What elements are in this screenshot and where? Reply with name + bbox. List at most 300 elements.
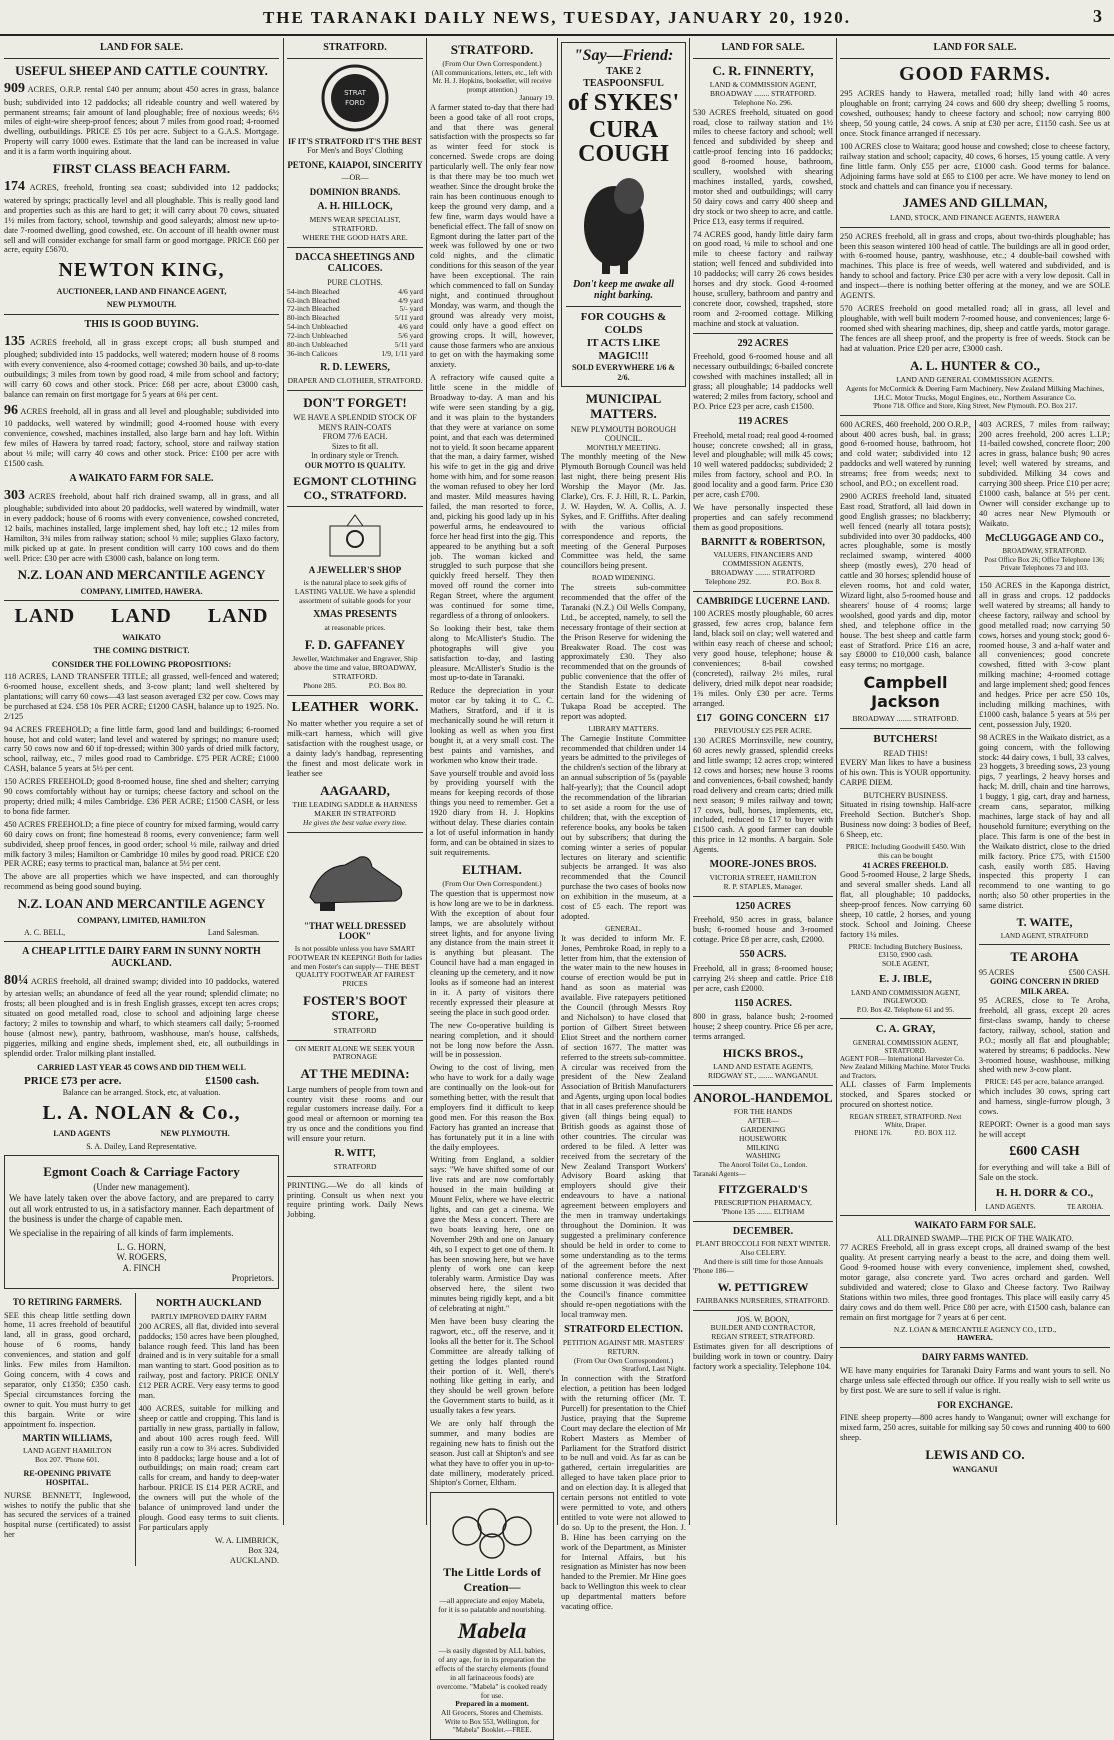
masthead bbox=[0, 0, 1114, 36]
advertiser-phone: PHONE 176. P.O. BOX 112. bbox=[854, 1129, 957, 1138]
acreage: 96 bbox=[4, 402, 18, 418]
advertiser-name: LEWIS AND CO. bbox=[925, 1446, 1025, 1462]
ad-heading: £600 CASH bbox=[1009, 1143, 1080, 1159]
ad-text: 98 ACRES in the Waikato district, as a going concern, with the following stock: 44 dairy cows, 1 bull, 33 calves, 23 hoggets, 3 breeding sows, 23 young pigs, 7 yearlings, 2 heavy horses and hack; M. drill, chain and tine harrows, 1 buggy, 1 gig, cart, dray and harness, cream cans, separator, milking machines, large stack of hay and all household furniture; everything on the place. This farm is one of the best in the Waikato district, close to the dried milk factory. Price £75, with £1500 cash, easily worth £85. Having inspected this property I can recommend to one wanting to go north; also 50 other properties in the same district. bbox=[979, 732, 1110, 911]
ad-text: 400 ACRES, suitable for milking and sheep or cattle and cropping. This land is partially in new grass, partially in fallow, and about 100 acres rough feed. Will easily run a cow to 3½ acres. Subdivided into 8 paddocks; large house and a lot of outbuildings; on main road; cream cart calls for cream, and handy to deep-water harbour. PRICE IS £14 PER ACRE, and the owners will put the whole of the balance of unimproved land under the plough. Good easy terms to suit clients. For particulars apply bbox=[138, 1404, 279, 1532]
advertiser-box: Box 324, bbox=[248, 1545, 279, 1555]
advertiser-subtitle: PRESCRIPTION PHARMACY, bbox=[714, 1197, 812, 1207]
advertiser-place: WANGANUI bbox=[952, 1465, 998, 1475]
ad-text: Agents for McCormick & Deering Farm Machinery, New Zealand Milking Machines, I.H.C. Motor Trucks, Mogul Engines, etc., Northern Assurance Co. bbox=[845, 383, 1105, 402]
ad-heading: CAMBRIDGE LUCERNE LAND. bbox=[696, 595, 830, 606]
ad-heading: BUTCHERS! bbox=[873, 732, 938, 745]
ad-subheading: BUTCHERY BUSINESS. bbox=[863, 790, 948, 800]
ad-text: 150 ACRES in the Kaponga district, all in grass and crops. 12 paddocks well watered by streams; all handy to cheese factory, railway and school by good metalled road; now carrying 50 cows, horses and young stock; good 6-roomed house, 3 and a-half water and all conveniences; good concrete cowshed, fitted with 3-cow plant milking machine; 4-roomed cottage and large implement shed; good fences and hedges. Price per acre £50 10s, including milking machines, with £1000 cash, balance 5 years at 5½ per cent, possession July, 1920. bbox=[979, 581, 1110, 729]
ad-text: Also CELERY. bbox=[740, 1248, 786, 1258]
advertiser-subtitle: AUCTIONEER, LAND AND FINANCE AGENT, bbox=[56, 286, 227, 296]
advertiser-name: F. D. GAFFANEY bbox=[304, 637, 406, 653]
ad-text: 96 ACRES freehold, all in grass and all level and ploughable; subdivided into 10 paddocks, well watered by windmill; good 4-roomed house with every convenience, cowshed, machines installed, also large barn and hay loft. Within few miles of Hawera by tarred road; factory, school, store and railway station about ½ mile; will carry 40 cows and other stock. Price: £100 per acre with £1500 cash. bbox=[4, 402, 279, 468]
ad-heading: RE-OPENING PRIVATE HOSPITAL. bbox=[23, 1468, 112, 1488]
baby-faces-icon bbox=[442, 1501, 542, 1561]
price-value: 4/6 yard bbox=[398, 286, 423, 296]
ad-text: For Men's and Boys' Clothing bbox=[307, 146, 403, 156]
advertiser-subtitle: LAND AGENTS NEW PLYMOUTH. bbox=[53, 1129, 230, 1139]
ad-text: 403 ACRES, 7 miles from railway; 200 acres freehold, 200 acres L.I.P.; 11-bailed cowshed, concrete floor; 200 acres in grass, balance bush; 90 acres level; well watered by streams, and subdivided. Milking 34 cows and carrying 300 sheep. Price £10 per acre; £1000 cash, balance at 5½ per cent. Owner will consider exchange up to 40 acres near New Plymouth or Waikato. bbox=[979, 419, 1110, 528]
ad-heading: DACCA SHEETINGS AND CALICOES. bbox=[295, 251, 415, 275]
advertiser-subtitle: GENERAL COMMISSION AGENT, STRATFORD. bbox=[852, 1038, 959, 1055]
advertiser-name: HICKS BROS., bbox=[722, 1046, 804, 1061]
advertiser-phone: 'Phone 135 ........ ELTHAM bbox=[721, 1206, 805, 1216]
ad-text: Freehold, 950 acres in grass, balance bush; 6-roomed house and 3-roomed cottage. Price £8 per acre, cash, £2000. bbox=[693, 915, 833, 945]
ad-text: AFTER— bbox=[747, 1116, 779, 1126]
subheading: MONTHLY MEETING. bbox=[586, 442, 661, 452]
price-item: 54-inch Bleached bbox=[287, 286, 340, 296]
ad-subheading: WAIKATO bbox=[122, 632, 161, 642]
ad-subheading: PURE CLOTHS. bbox=[327, 278, 383, 288]
ad-text: FOR COUGHS & COLDS bbox=[580, 311, 667, 337]
ad-subheading: GOING CONCERN IN DRIED MILK AREA. bbox=[990, 977, 1099, 996]
dateline: Stratford, Last Night. bbox=[621, 1364, 686, 1374]
ad-text: We have lately taken over the above factory, and are prepared to carry out all work entrusted to us, in a satisfactory manner. Each department of the business is under the charge of capable men. bbox=[9, 1193, 274, 1225]
ad-subheading: THE COMING DISTRICT. bbox=[93, 646, 190, 656]
ad-heading: FIRST CLASS BEACH FARM. bbox=[52, 161, 231, 177]
advertiser-place: AUCKLAND. bbox=[229, 1555, 279, 1565]
advertiser-subtitle: COMPANY, LIMITED, HAMILTON bbox=[77, 915, 206, 925]
ad-text: which includes 30 cows, spring cart and harness, single-furrow plough, 3 cows. bbox=[979, 1087, 1110, 1116]
advertiser-name: McCLUGGAGE AND CO., bbox=[985, 532, 1104, 544]
ad-heading: NORTH AUCKLAND bbox=[155, 1296, 262, 1309]
ad-text: —all appreciate and enjoy Mabela, for it is so palatable and nourishing. bbox=[438, 1595, 546, 1614]
ad-text: FROM 77/6 EACH. bbox=[322, 432, 388, 442]
ad-heading: DAIRY FARMS WANTED. bbox=[921, 1352, 1029, 1363]
advertiser-place: STRATFORD bbox=[333, 1161, 377, 1171]
price-value: 5/- yard bbox=[399, 304, 423, 314]
page-number: 3 bbox=[1093, 6, 1102, 26]
advertiser-address: BROADWAY ........ STRATFORD. bbox=[710, 88, 816, 98]
byline: (From Our Own Correspondent.) bbox=[442, 879, 542, 889]
advertiser-address: BROADWAY ........ STRATFORD. bbox=[852, 714, 959, 724]
ad-text: Estimates given for all descriptions of building work in town or country. Dairy factory work a speciality. Telephone 104. bbox=[693, 1341, 833, 1371]
column-rule bbox=[557, 38, 558, 1525]
ad-text: 130 ACRES Morrinsville, new country, 60 acres newly grassed, splendid creeks and little swamp; 12 acres crop; wintered 12 cows and horses; new house 3 rooms and conveniences, 6-bail cowshed; handy road delivery and cream carts; dried milk next season; 9 miles railway and town; 17 cows, bull, horses, implements, etc, included, reduced to £17 to buyer with £1500 cash. A good farmer can double this price in 12 months. A bargain. Sole Agents. bbox=[693, 736, 833, 855]
advertiser-phone: 'Phone 718. Office and Store, King Street, New Plymouth. P.O. Box 217. bbox=[872, 402, 1078, 411]
ad-text: —is easily digested by ALL babies, of any age, for in its preparation the effects of the starchy elements (found in all farinaceous foods) are overcome. "Mabela" is cooked ready for use. bbox=[435, 1646, 549, 1700]
price-value: 4/6 yard bbox=[398, 322, 423, 332]
brand-logo: Mabela bbox=[457, 1618, 527, 1644]
price-item: 72-inch Bleached bbox=[287, 304, 340, 314]
ad-heading: "THAT WELL DRESSED LOOK" bbox=[303, 920, 407, 942]
masthead-title: THE TARANAKI DAILY NEWS, TUESDAY, JANUARY 20, 1920. bbox=[262, 8, 852, 27]
advertiser-subtitle: LAND AGENTS. TE AROHA. bbox=[985, 1203, 1104, 1211]
ad-heading: LAND LAND LAND bbox=[14, 605, 269, 628]
advertiser-phone: P.O. Box 42. Telephone 61 and 95. bbox=[856, 1005, 955, 1014]
news-paragraph: The monthly meeting of the New Plymouth Borough Council was held last night, there being present His Worship the Mayor (Mr. Jas. Clarke), Crs. F. J. Hill, R. L. Parkin, J. W. Hayden, W. A. Collis, A. J. Sykes, and F. Griffiths. After dealing with the various official correspondence and reports, the meeting of the General Purposes Committee was held, the same councillors being present. bbox=[561, 452, 686, 571]
advertiser-name: NEWTON KING, bbox=[58, 259, 225, 282]
ad-text: The above are all properties which we have inspected, and can thoroughly recommend as being good sound buying. bbox=[4, 872, 279, 892]
advertiser-name: W. PETTIGREW bbox=[717, 1279, 809, 1294]
price-value: 5/11 yard bbox=[394, 339, 423, 349]
advertiser-name: MARTIN WILLIAMS, bbox=[22, 1433, 113, 1444]
news-paragraph: In connection with the Stratford election, a petition has been lodged with the returning officer (Mr. T. Purcell) for presentation to the Chief Justice, praying that the Supreme Court may declare the election of Mr Robert Masters as Member of Parliament for the Stratford district to be null and void. As far as can be gathered, certain irregularities are alleged to have taken place prior to and on election day. It is alleged that certain persons not entitled to vote were permitted to vote, and others entitled to vote were not allowed to do so. Up to the present, the Hon. J. B. Hine has been carrying on the work of the Department, as Minister for Internal Affairs, but his resignation as Minister has now been handed to the Premier. Mr Hine goes back to Wellington this week to clear up departmental matters before vacating office. bbox=[561, 1374, 686, 1612]
ad-heading: AT THE MEDINA: bbox=[300, 1066, 410, 1082]
advertiser-box: Box 207. 'Phone 601. bbox=[35, 1454, 100, 1464]
ad-text: 100 ACRES close to Waitara; good house and cowshed; close to cheese factory, railway station and school; capacity, 40 cows, 6 horses, 15 young cattle. A very fine little farm. Only £55 per acre, £1000 cash. Good terms for balance. Adjoining farms have sold at £65 to £100 per acre. We have money to lend on stock and chattels and can finance you if necessary. bbox=[840, 141, 1110, 191]
advertiser-tagline: WHERE THE GOOD HATS ARE. bbox=[302, 232, 408, 242]
column-rule bbox=[836, 38, 837, 1525]
section-heading: LAND FOR SALE. bbox=[99, 42, 184, 53]
ad-text: 'Phone 186— bbox=[693, 1265, 734, 1275]
column-rule bbox=[689, 38, 690, 1525]
advertiser-name: Campbell Jackson bbox=[863, 673, 948, 712]
ad-text: 800 in grass, balance bush; 2-roomed house; 2 sheep country. Price £6 per acre, terms arranged. bbox=[693, 1012, 833, 1042]
section-heading: STRATFORD. bbox=[323, 42, 387, 53]
ad-heading: A CHEAP LITTLE DAIRY FARM IN SUNNY NORTH AUCKLAND. bbox=[22, 946, 261, 970]
column-rule bbox=[426, 38, 427, 1525]
ad-heading: 1150 ACRES. bbox=[734, 997, 792, 1009]
ad-heading: FOR EXCHANGE. bbox=[937, 1399, 1013, 1410]
ad-text: —OR— bbox=[341, 173, 369, 183]
advertiser-subtitle: LAND & COMMISSION AGENT, bbox=[709, 80, 817, 90]
stratford-badge-icon bbox=[320, 63, 390, 133]
ad-text: Is not possible unless you have SMART FOOTWEAR IN KEEPING! Both for ladies and men Foster's can supply— THE BEST QUALITY FOOTWEAR AT FAIREST PRICES bbox=[287, 943, 423, 989]
ad-text: The Anorol Toilet Co., London. bbox=[718, 1161, 808, 1170]
advertiser-place: STRATFORD bbox=[333, 1025, 377, 1035]
column-rule bbox=[283, 38, 284, 1525]
ad-text: 150 ACRES FREEHOLD; good 8-roomed house, fine shed and shelter; carrying 90 cows comfortably without hay or turnips; cheese factory and school on the property; dried milk; 4 miles Cambridge. £36 PER ACRE; £1500 CASH, or less to bona fide farmer. bbox=[4, 777, 279, 816]
news-paragraph: The question that is uppermost now is how long are we to be in darkness. With the exception of about four lamps, we are absolutely without street lights, and for anyone living any distance from the main street it is anything but pleasant. The Council have had a man engaged in cleaning up the cemetery, and it now looks as if someone had an interest in it. A party of visitors there recently expressed their pleasure at seeing the place in such good order. bbox=[430, 888, 554, 1017]
ad-text: 570 ACRES freehold on good metalled road; all in grass, all level and ploughable, with well built modern 7-roomed house, and conveniences; large 6-roomed shed with shearing machines, dip, sheep and cattle yards, motor garage. The fences are all sheep proof, and the property is free of weeds. Stock can be had at valuation. Price £20 per acre, £3000 cash. bbox=[840, 303, 1110, 353]
column-1 bbox=[4, 38, 279, 1565]
ad-text: WE have many enquiries for Taranaki Dairy Farms and want yours to sell. No charge unless sale effected through our office. If you really wish to sell write us by first post. We are sure to sell if value is right. bbox=[840, 1365, 1110, 1395]
column-3 bbox=[430, 38, 554, 1735]
ad-subheading: READ THIS! bbox=[883, 748, 928, 758]
advertiser-subtitle: LAND, STOCK, AND FINANCE AGENTS, HAWERA bbox=[889, 212, 1061, 222]
right-subcolumn bbox=[975, 420, 1110, 1212]
ad-text: Freehold, metal road; real good 4-roomed house; concrete cowshed; all in grass, level and ploughable; will milk 45 cows; 10 well watered paddocks; subdivided; 2 miles from factory, school and P.O. In good locality and a good farm. Price £30 per acre, cash £700. bbox=[693, 430, 834, 500]
mabela-ad bbox=[430, 1492, 554, 1739]
ad-text: TAKE 2 TEASPOONSFUL bbox=[583, 65, 664, 89]
advertiser-place: HAWERA. bbox=[957, 1333, 993, 1343]
north-auckland-ad bbox=[135, 1293, 279, 1566]
ad-text: 303 ACRES freehold, about half rich drained swamp, all in grass, and all ploughable; subdivided into about 20 paddocks, well watered by windmill, water in every paddock; house of 6 rooms with every convenience, cowshed concreted, 12 bails, machines installed, large implement shed, hay loft etc.; 12 miles from Hamilton, 3¾ miles from railway station; school ½ mile; supplies Glaxo factory, milk picked up at gate. In present condition will carry 100 cows and do them well. Price: £30 per acre with £3000 cash, balance on long term. bbox=[4, 487, 279, 563]
ad-text: We have personally inspected these properties and can safely recommend them as good propositions. bbox=[693, 502, 833, 532]
ad-heading: "Say—Friend: bbox=[573, 47, 674, 64]
ad-text: All Grocers, Stores and Chemists. bbox=[440, 1708, 544, 1718]
price-line: 95 ACRES £500 CASH. bbox=[979, 967, 1110, 977]
news-paragraph: We are only half through the summer, and many bodies are regaining new hats to finish out the season. Just call at Shipton's and see what they have to offer you in up-to-date millinery, moderately priced. Shipton's Corner, Eltham. bbox=[430, 1419, 554, 1488]
price-item: 80-inch Bleached bbox=[287, 313, 340, 323]
advertiser-name: FOSTER'S BOOT STORE, bbox=[303, 993, 407, 1024]
advertiser-tagline: He gives the best value every time. bbox=[303, 817, 407, 827]
ad-text: SEE this cheap little settling down home, 11 acres freehold of beautiful land, all in grass, good orchard, house of 6 rooms, handy conveniences, and station and golf links. Few miles from Hamilton. Going concern, with 4 cows and separator, only £1350; £350 cash. Special circumstances forcing the owner to quit. You must hurry to get this bargain. Write or wire appointment fo. inspection. bbox=[4, 1310, 131, 1429]
ad-subheading: ALL DRAINED SWAMP—THE PICK OF THE WAIKATO. bbox=[876, 1233, 1074, 1243]
advertiser-name: AAGAARD, bbox=[320, 782, 390, 798]
news-paragraph: So looking their best, take them along to McAllister's Studio. The photographs will give you satisfaction to-day, and lasting pleasure. McAllister's Studio is the most up-to-date in Taranaki. bbox=[430, 623, 554, 683]
price-item: 54-inch Unbleached bbox=[287, 322, 348, 332]
jewellery-icon bbox=[325, 511, 385, 561]
ad-text: 95 ACRES, close to Te Aroha, freehold, all grass, except 20 acres first-class swamp, handy to cheese factory, railway, school, station and P.O.; mostly all flat and ploughable; watered by streams; 6 paddocks. New 3-roomed house, washhouse, milking shed with new 3-cow plant. bbox=[979, 996, 1110, 1075]
advertiser-place: NEW PLYMOUTH. bbox=[106, 300, 177, 310]
ad-text: FOR THE HANDS bbox=[733, 1107, 793, 1117]
ad-text: Large numbers of people from town and country visit these rooms and our regular customers increase daily. For a good meal or afternoon or morning tea try us once and the conditions you find will ensure your return. bbox=[287, 1084, 423, 1144]
ad-text: SOLD EVERYWHERE 1/6 & 2/6. bbox=[571, 363, 676, 382]
ad-subheading: 41 ACRES FREEHOLD. bbox=[862, 860, 949, 870]
byline: (From Our Own Correspondent.) bbox=[442, 59, 542, 69]
ad-text: Prepared in a moment. bbox=[455, 1699, 529, 1709]
advertiser-subtitle: THE LEADING SADDLE & HARNESS MAKER IN STRATFORD bbox=[292, 800, 418, 818]
ad-heading: A JEWELLER'S SHOP bbox=[308, 565, 402, 576]
acreage: 135 bbox=[4, 333, 25, 349]
advertiser-name: C. A. GRAY, bbox=[875, 1022, 936, 1035]
advertiser-address: BROADWAY, STRATFORD. bbox=[1002, 547, 1087, 556]
note: (All communications, letters, etc., left with Mr. H. J. Hopkins, bookseller, will receive prompt attention.) bbox=[431, 69, 553, 94]
advertiser-name: MOORE-JONES BROS. bbox=[709, 859, 817, 871]
svg-text:FORD: FORD bbox=[345, 98, 365, 107]
advertiser-name: R. WITT, bbox=[334, 1148, 376, 1160]
advertiser-subtitle: MEN'S WEAR SPECIALIST, STRATFORD. bbox=[309, 215, 401, 233]
ad-text: AGENT FOR— International Harvester Co. New Zealand Milking Machine. Motor Trucks and Tractors. bbox=[840, 1055, 970, 1080]
ad-heading: Egmont Coach & Carriage Factory bbox=[43, 1164, 240, 1180]
section-heading: LAND FOR SALE. bbox=[721, 42, 805, 53]
ad-text: REPORT: Owner is a good man says he will accept bbox=[979, 1119, 1110, 1139]
news-paragraph: It was decided to inform Mr. F. Jones, Pembroke Road, in reply to a letter from him, that the extension of the water main to the new houses in course of erection would be put in hand as soon as material was available. Five ratepayers petitioned the Council (through Messrs Roy and Nicholson) to have closed that portion of Gilbert Street between Eliot Street and the northern corner of section 1677. The matter was referred to the streets sub-committee. A circular was received from the president of the New Zealand Association of British Manufacturers and Agents, urging upon local bodies that in all cases preference should be given (all things being equal) to British goods as against those of other countries. The circular was ordered to be filed. A letter was received from the secretary of the New Zealand Transport Workers' Advisory Board asking that employers should give their endeavours to have a national agreement between employers and the men in tramway undertakings throughout the Dominion. It was suggested a preliminary conference should be held in order to come to some understanding as to the terms of the agreement before the next national conference meets. After some discussion it was decided that the Council's finance committee should re-open negotiations with the local tramway men. bbox=[561, 933, 686, 1320]
ad-text: 100 ACRES mostly ploughable, 60 acres grassed, few acres crop, balance fern land, black soil on clay; well watered and within easy reach of cheese and school; very good house, telephone; house & conveniences; 8-bail cowshed (concreted), railway 2½ miles, rural delivery, dried milk depot near roadside; 1¾ miles. Only £30 per acre. Terms arranged. bbox=[693, 609, 833, 708]
ad-text: SOLE AGENT, bbox=[882, 959, 929, 969]
ad-text: 200 ACRES, all flat, divided into several paddocks; 150 acres have been ploughed, balance rough feed. This land has been drained and is in very suitable for a small man wanting to start. Good position as to railway, post and factory. PRICE ONLY £12 PER ACRE. Very easy terms to good man. bbox=[138, 1321, 279, 1401]
ad-text: 600 ACRES, 460 freehold, 200 O.R.P., about 400 acres bush, bal. in grass; good 6-roomed house, bathroom, hot and cold water; subdivided into 12 paddocks and well watered by running streams; free from weeds; next to school, and P.O.; on excellent road. bbox=[840, 419, 971, 489]
salesman-line: A. C. BELL, Land Salesman. bbox=[24, 927, 259, 937]
acreage: 80¼ bbox=[4, 972, 29, 988]
ad-heading: LEATHER WORK. bbox=[291, 699, 419, 715]
section-heading: LAND FOR SALE. bbox=[933, 42, 1017, 53]
ad-text: 909 ACRES, O.R.P. rental £40 per annum; about 450 acres in grass, balance bush; subdivided into 12 paddocks; all rideable country and well watered by permanent streams; fair amount of land ploughable; free of noxious weeds; 6½ miles of eight-wire sheep-proof fences; about 7 miles from good road; 4-roomed dwelling, outbuildings. PRICE £5 10s per acre. Subject to a G.A.S. Mortgage. Property will carry 1000 ewes. Estimate that the land can be increased in value and it is a farm worth inquiring about. bbox=[4, 81, 279, 157]
ad-text: 2900 ACRES freehold land, situated East road, Stratford, all laid down in good English grasses; no blackberry; well fenced (nearly all totara posts); subdivided into over 30 paddocks, 400 acres ploughable, some is mostly reclaimed swamp, wintered 4000 sheep (mostly ewes), 270 head of cattle and 30 horses; splendid house of eleven rooms, hot and cold water, Wizard light, also 5-roomed house and shearers' house of 4 rooms; large woolshed, good yards and dip, motor shed, and telephone office in the house. The best sheep and cattle farm east of Stratford. Price £16 an acre, say £8000 to £10,000 cash, balance easy terms; no mortgage. bbox=[840, 491, 971, 670]
left-subcolumn bbox=[840, 420, 971, 1212]
acreage: 174 bbox=[4, 179, 25, 195]
ad-heading: TO RETIRING FARMERS. bbox=[12, 1296, 122, 1307]
ad-text: Taranaki Agents— bbox=[693, 1169, 746, 1178]
news-paragraph: Men have been busy clearing the ragwort, etc., off the reserve, and it looks all the better for it. The School Committee are already talking of getting the lodges planted round their portion of it. Well, there's nothing like getting in early, and they should be well grown before the Government starts to build, as it usually takes a few years. bbox=[430, 1316, 554, 1416]
ad-text: IT ACTS LIKE MAGIC!!! bbox=[586, 337, 661, 363]
ad-text: 174 ACRES, freehold, fronting sea coast; subdivided into 12 paddocks; watered by springs; practically level and all ploughable. This is really good land and properties such as this are hard to get; it will carry about 70 cows, situated 1½ miles from factory, school, township and good saleyards; almost new up-to-date 7-roomed dwelling, good cowshed, etc. On account of ill health owner must sell and will consider exchange for small farm or good mortgage. PRICE £60 per acre, equity £5670. bbox=[4, 179, 279, 255]
dog-icon bbox=[574, 166, 674, 276]
ad-text: Write to Box 553, Wellington, for "Mabela" Booklet.—FREE. bbox=[444, 1718, 540, 1735]
subheading: LIBRARY MATTERS. bbox=[588, 723, 659, 733]
advertiser-subtitle: COMPANY, LIMITED, HAWERA. bbox=[80, 586, 203, 596]
advertiser-subtitle: LAND AND GENERAL COMMISSION AGENTS. bbox=[896, 374, 1054, 384]
advertiser-rep: S. A. Dailey, Land Representative. bbox=[86, 1141, 197, 1151]
ad-text: 295 ACRES handy to Hawera, metalled road; hilly land with 40 acres ploughable on front; carrying 24 cows and 600 dry sheep; dwelling 5 rooms, cowshed, outhouses; handy to cheese factory and school; now carrying 800 sheep, 50 young cattle, 24 cows. A snip at £30 per acre, £1150 cash. See us at once. Stock finance arranged if necessary. bbox=[840, 89, 1110, 139]
ad-text: Sizes to fit all. bbox=[331, 441, 379, 451]
proprietor-list: L. G. HORN, W. ROGERS, A. FINCH Proprietors. bbox=[116, 1241, 274, 1284]
ad-text: EVERY Man likes to have a business of his own. This is YOUR opportunity. CARPE DIEM. bbox=[840, 758, 971, 788]
ad-text: PRICE: Including Butchery Business, £3150, £900 cash. bbox=[848, 941, 963, 960]
ad-heading: A WAIKATO FARM FOR SALE. bbox=[69, 472, 214, 484]
advertiser-name: BARNITT & ROBERTSON, bbox=[701, 536, 825, 548]
ad-text: PRICE: £45 per acre, balance arranged. bbox=[985, 1077, 1104, 1087]
advertiser-subtitle: DRAPER AND CLOTHIER, STRATFORD. bbox=[287, 376, 423, 386]
ad-text: Good 5-roomed House, 2 large Sheds, and several smaller sheds. Land all flat, all ploughable; 10 paddocks, sheep-proof fences. Now carrying 60 sheep, 10 cattle, 2 horses, and young stock. School and Joining. Cheese factory 1¼ miles. bbox=[840, 870, 971, 939]
advertiser-phone: Telephone No. 296. bbox=[733, 97, 793, 107]
price-item: 63-inch Bleached bbox=[287, 295, 340, 305]
shoe-icon bbox=[300, 837, 410, 917]
advertiser-subtitle: LAND AGENT HAMILTON bbox=[22, 1446, 112, 1456]
advertiser-address: REGAN STREET, STRATFORD. Next White, Draper. bbox=[849, 1112, 962, 1129]
advertiser-name: N.Z. LOAN AND MERCANTILE AGENCY bbox=[17, 896, 266, 912]
column-6 bbox=[840, 38, 1110, 1525]
advertiser-name: JAMES AND GILLMAN, bbox=[902, 195, 1048, 211]
column-2 bbox=[287, 38, 423, 1525]
ad-text: 80¼ ACRES freehold, all drained swamp; divided into 10 paddocks, watered by artesian wells; an abundance of feed all the year round; splendid climate; no frosts; all been ploughed and is in fresh English grasses, except ten acres crops; situated on good metalled road, close to school and adjoining large cheese factory; 2 miles to township and wharf, to which steamers call daily; 5-roomed house (almost new), pantry, bathroom, washhouse, man's house, calfsheds, piggeries, milking and engine sheds, implement shed, etc, all outbuildings in splendid order. Tralor milking plant installed. bbox=[4, 972, 279, 1058]
ad-text: PRICE: Including Goodwill £450. With this can be bought bbox=[845, 842, 966, 860]
retiring-farmers-ad bbox=[4, 1293, 131, 1566]
price-item: 36-inch Calicoes bbox=[287, 348, 338, 358]
ad-heading: THIS IS GOOD BUYING. bbox=[84, 318, 199, 330]
ad-text: WE HAVE A SPLENDID STOCK OF MEN'S RAIN-COATS bbox=[293, 413, 417, 432]
subheading: PETITION AGAINST MR. MASTERS' RETURN. bbox=[562, 1337, 685, 1356]
speech-bubble: Don't keep me awake all night barking. bbox=[572, 278, 675, 302]
ad-text: at reasonable prices. bbox=[324, 623, 386, 633]
price-value: 4/9 yard bbox=[398, 295, 423, 305]
advertiser-name: EGMONT CLOTHING CO., STRATFORD. bbox=[293, 474, 417, 503]
news-paragraph: The streets sub-committee recommended that the offer of the Taranaki (N.Z.) Oil Wells Company, Ltd., be accepted, namely, to sell the necessary frontage of their section at the Prison Reserve for widening the Breakwater Road. The cost was approximately £30. They also recommended that on the grounds of public convenience that the offer of the Standish Estate to dedicate certain land for the widening of Tukapa Road be accepted. The report was adopted. bbox=[561, 583, 686, 721]
ad-heading: WAIKATO FARM FOR SALE. bbox=[914, 1220, 1036, 1231]
advertiser-name: W. A. LIMBRICK, bbox=[214, 1535, 279, 1545]
price-row bbox=[287, 350, 423, 359]
advertiser-subtitle: VALUERS, FINANCIERS AND COMMISSION AGENTS, bbox=[713, 550, 813, 569]
ad-heading: USEFUL SHEEP AND CATTLE COUNTRY. bbox=[15, 62, 268, 78]
brand-logo: of SYKES' bbox=[567, 90, 680, 117]
advertiser-name: R. D. LEWERS, bbox=[320, 362, 390, 374]
advertiser-phone: Phone 285. P.O. Box 80. bbox=[303, 680, 407, 690]
price-table bbox=[287, 288, 423, 359]
ad-heading: PETONE, KAIAPOI, SINCERITY bbox=[287, 159, 423, 170]
advertiser-name: N.Z. LOAN AND MERCANTILE AGENCY bbox=[17, 567, 266, 583]
acreage: 303 bbox=[4, 487, 25, 503]
ad-text: No matter whether you require a set of milk-cart harness, which will give satisfaction with the roughest usage, or a dainty lady's handbag, representing the finest and most delicate work in leather see bbox=[287, 719, 423, 778]
news-paragraph: Owing to the cost of living, men who have to work for a daily wage are continually on the look-out for something better, with the result that employers find it difficult to keep good men. For this reason the Box Factory has granted an increase that has fortunately put it in a line with the daily employees. bbox=[430, 1063, 554, 1152]
ad-text: 450 ACRES FREEHOLD; a fine piece of country for mixed farming, would carry 60 dairy cows on front; fine homestead 8 rooms, every convenience; farm well subdivided, sheep proof fences, in good order; school ½ mile, railway and dried milk factory 3 miles; Hamilton or Cambridge 10 miles by good road. PRICE £20 PER ACRE; easy terms to practical man, balance at 5½ per cent. bbox=[4, 819, 279, 869]
ad-heading: DECEMBER. bbox=[732, 1225, 794, 1237]
news-paragraph: Writing from England, a soldier says: "We have shifted some of our live rats and are now comfortably housed in the main building at Mount Felix, where we have electric lights, and can get a cinema. We gave the Mess a concert. There are two boats leaving here, one on November 29th and one on January 4th, so I expect to get one of them. It has been snowing here, but we have plenty of work one can keep tolerably warm. Armistice Day was observed here, the silent two minutes being rigidly kept, and a bit of celebrating at night." bbox=[430, 1155, 554, 1314]
ad-text: We specialise in the repairing of all kinds of farm implements. bbox=[9, 1227, 234, 1238]
ad-heading: XMAS PRESENTS bbox=[313, 609, 397, 621]
ad-note: Balance can be arranged. Stock, etc, at valuation. bbox=[62, 1088, 221, 1098]
ad-text: 250 ACRES freehold, all in grass and crops, about two-thirds ploughable; has been this season wintered 100 head of cattle. The buildings are all in good order, with 6-roomed house, pantry, washhouse, etc.; 4 double-bail cowshed with machines. This place is free of weeds, well watered and subdivided, and is handy to school and factory. Price £30 per acre with a very low deposit. Call in and inspect—there is nothing better offering at the money, and we are SOLE AGENTS. bbox=[840, 231, 1110, 301]
brand-logo: ANOROL-HANDEMOL bbox=[693, 1089, 833, 1105]
ad-heading: GOOD FARMS. bbox=[899, 62, 1051, 85]
ad-subheading: PREVIOUSLY £25 PER ACRE. bbox=[714, 726, 812, 736]
ad-text: Freehold, good 6-roomed house and all necessary outbuildings; 6-bailed concrete cowshed with machines installed; all in grass; all ploughable; 14 paddocks well watered; 2 miles from factory, school and P.O. Price £23 per acre, cash £1500. bbox=[693, 352, 833, 411]
subheading: ROAD WIDENING. bbox=[591, 573, 656, 583]
price-value: 1/9, 1/11 yard bbox=[381, 348, 423, 358]
news-paragraph: Reduce the depreciation in your motor car by taking it to C. C. Mathers, Stratford, and if it is mechanically sound he will return it looking as well as when you first bought it, at a very small cost. The best paints and varnishes, and workmen who know their trade. bbox=[430, 686, 554, 765]
subheading: GENERAL. bbox=[605, 923, 642, 933]
bottom-ads-row bbox=[4, 1293, 279, 1566]
advertiser-name: L. A. NOLAN & Co., bbox=[42, 1101, 241, 1124]
ad-text: FINE sheep property—800 acres handy to Wanganui; owner will exchange for mixed farm, 250 acres, suitable for milking say 50 cows and running 400 to 600 sheep. bbox=[840, 1413, 1110, 1442]
price-item: 80-inch Unbleached bbox=[287, 339, 348, 349]
news-paragraph: A farmer stated to-day that there had been a good take of all root crops, and that there was general satisfaction with the prospects so far as winter feed for stock is concerned. Swede crops are doing particularly well. The only fear now is that there may be too much wet weather. Since the drought broke the rain has been continuous enough to keep the ground very damp, and a few fine, warm days would have a beneficial effect. The fall of snow on Egmont during the latter part of the week was followed by one or two cold nights, and the climatic conditions for this season of the year have been exceptional. The rain which commenced to fall on Sunday night, and continued throughout Monday, was warm, and though the ground was already very moist, could only have a good effect on growing crops. It will, however, cause those farmers who are anxious to get on with the haymaking some anxiety. bbox=[430, 102, 554, 370]
ad-subheading: CARRIED LAST YEAR 45 COWS AND DID THEM WELL bbox=[37, 1062, 246, 1072]
price-line: PRICE £73 per acre. £1500 cash. bbox=[24, 1075, 259, 1088]
advertiser-name: C. R. FINNERTY, bbox=[712, 62, 814, 78]
ad-text: is the natural place to seek gifts of LASTING VALUE. We have a splendid assortment of suitable goods for your bbox=[294, 577, 416, 605]
ad-heading: £17 GOING CONCERN £17 bbox=[696, 712, 830, 724]
ad-text: ON MERIT ALONE WE SEEK YOUR PATRONAGE bbox=[295, 1043, 415, 1062]
column-5 bbox=[693, 38, 833, 1525]
advertiser-address: REGAN STREET, STRATFORD. bbox=[711, 1332, 815, 1342]
section-heading: STRATFORD. bbox=[450, 42, 534, 57]
advertiser-name: N.Z. LOAN & MERCANTILE AGENCY CO., LTD., bbox=[893, 1324, 1057, 1334]
column-4 bbox=[561, 38, 686, 1612]
advertiser-subtitle: LAND AGENT, STRATFORD bbox=[1000, 932, 1089, 941]
advertiser-phone: Post Office Box 26; Office Telephone 136; Private Telephones 73 and 103. bbox=[984, 555, 1105, 572]
brand-logo: CURA COUGH bbox=[578, 116, 669, 167]
ad-subheading: PARTLY IMPROVED DAIRY FARM bbox=[151, 1311, 267, 1321]
advertiser-subtitle: LAND AND ESTATE AGENTS, bbox=[713, 1062, 813, 1072]
dateline: January 19. bbox=[519, 92, 554, 102]
ad-text: 74 ACRES good, handy little dairy farm on good road, ¼ mile to school and one mile to cheese factory and railway station; well fenced and subdivided into 10 paddocks; will carry 26 cows besides horses and dry stock. Good 4-roomed house, scullery, bathroom and pantry and concrete door, cowshed, trapshed, store room and 2-roomed cottage. Milking machine and stock at valuation. bbox=[693, 229, 833, 328]
ad-text: 118 ACRES, LAND TRANSFER TITLE; all grassed, well-fenced and watered; 6-roomed house, excellent sheds, and 3-cow plant; land well sheltered by plantations; will carry 60 cows—43 last season averaged £32 per cow. Cows may be purchased at £24. £58 10s PER ACRE; £1200 CASH, balance up to 1925. No. 2/125 bbox=[4, 672, 279, 721]
advertiser-subtitle: BUILDER AND CONTRACTOR, bbox=[710, 1323, 816, 1333]
price-item: 72-inch Unbleached bbox=[287, 330, 348, 340]
ad-text: Freehold, all in grass; 8-roomed house; carrying 2½ sheep and cattle. Price £18 per acre, cash £2000. bbox=[693, 963, 833, 993]
advertiser-address: RIDGWAY ST., ........ WANGANUI. bbox=[708, 1071, 818, 1081]
advertiser-subtitle: LAND AND COMMISSION AGENT, INGLEWOOD. bbox=[851, 989, 960, 1006]
ad-heading: 550 ACRS. bbox=[739, 949, 787, 961]
advertiser-phone: Telephone 292. P.O. Box 8. bbox=[704, 577, 822, 587]
ad-heading: 119 ACRES bbox=[737, 415, 789, 427]
advertiser-address: VICTORIA STREET, HAMILTON bbox=[709, 872, 817, 882]
news-paragraph: The new Co-operative building is nearing completion, and it should not be long now before the Assn. will be in possession. bbox=[430, 1020, 554, 1060]
ad-text: for everything and will take a Bill of Sale on the stock. bbox=[979, 1163, 1110, 1183]
task-list: GARDENING HOUSEWORK MILKING WASHING bbox=[739, 1124, 787, 1161]
ad-subheading: CONSIDER THE FOLLOWING PROPOSITIONS: bbox=[51, 659, 232, 669]
ad-text: PRINTING.—We do all kinds of printing. Consult us when next you require printing work. Daily News Jobbing. bbox=[287, 1180, 423, 1220]
section-heading: MUNICIPAL MATTERS. bbox=[585, 391, 662, 422]
news-paragraph: Save yourself trouble and avoid loss by providing yourself with the means for keeping records of those things you need to remember. Get a 1920 diary from H. J. Hopkins without delay. These diaries contain a lot of useful information in handy form, and can be obtained in sizes to suit requirements. bbox=[430, 768, 554, 857]
ad-text: PLANT BROCCOLI FOR NEXT WINTER. bbox=[695, 1239, 831, 1249]
ad-heading: TE AROHA bbox=[1010, 949, 1079, 965]
ad-text: 94 ACRES FREEHOLD; a fine little farm, good land and buildings; 6-roomed house, hot and cold water; land level and watered by springs; no manure used; carry 50 cows now and 60 if top-dressed; within 300 yards of dried milk factory, school, railway, etc., 7 miles good road to Cambridge. £75 PER ACRE; £1000 CASH, balance 5 years at 5½ per cent. bbox=[4, 724, 279, 774]
advertiser-name: T. WAITE, bbox=[1016, 915, 1073, 930]
coach-factory-ad bbox=[4, 1155, 279, 1289]
section-heading: STRATFORD ELECTION. bbox=[564, 1324, 683, 1336]
ad-heading: DOMINION BRANDS. bbox=[309, 186, 401, 197]
ad-heading: DON'T FORGET! bbox=[303, 395, 407, 411]
ad-text: 530 ACRES freehold, situated on good road, close to railway station and 1½ miles to cheese factory and school; well fenced and subdivided by sheep and cattle-proof fencing into 16 paddocks; good 8-roomed house, bathroom, scullery, woolshed with shearing machines installed, yards, cowshed, motor shed and outbuildings; will carry 50 dairy cows and carry 400 sheep and dry stock or two sheep to acre, and cattle. Price £13, easy terms if required. bbox=[693, 107, 833, 226]
price-value: 5/6 yard bbox=[398, 330, 423, 340]
ad-text: In ordinary style or Trench. bbox=[311, 451, 399, 461]
svg-text:STRAT: STRAT bbox=[344, 88, 366, 97]
advertiser-address: BROADWAY ........ STRATFORD bbox=[710, 568, 816, 578]
advertiser-name: A. H. HILLOCK, bbox=[317, 201, 393, 213]
price-value: 5/11 yard bbox=[394, 313, 423, 323]
ad-text: And there is still time for those Annuals bbox=[703, 1257, 823, 1267]
ad-text: 77 ACRES Freehold, all in grass except crops, all drained swamp of the best quality. At present carrying nearly a beast to the acre, and doing them well. Good 9-roomed house with every convenience, implement shed, cowshed, motor garage, also concrete yard. Two acres orchard and garden. Well subdivided and watered; close to Glaxo and Cheese factory. Two Railway Stations within two miles, three good frontages. This place will easily carry 45 dairy cows and do them well. Price £80 per acre, with £1500 cash, balance can remain on first mortgage for 7 years at 6 per cent. bbox=[840, 1243, 1110, 1322]
news-paragraph: A refractory wife caused quite a little scene in the middle of Broadway to-day. A man and his wife were seen standing by a gig, and it was plain to the bystanders that they were at variance on some point, and that each was determined not to yield. It soon became apparent that the man, a dairy farmer, wished his wife to get in the gig and drive home with him, and for some reason the woman refused to obey her lord and master. Mild measures having failed, the man resorted to force, and, picking his good lady up in his powerful arms, he endeavoured to force her head first into the gig. This appeared to be anything but a soft job. The woman kicked and struggled to such purpose that she quickly freed herself. They then moved off round the corner into Regan Street, where the argument was continued for some time, regardless of a throng of onlookers. bbox=[430, 373, 554, 620]
advertiser-name: JOS. W. BOON, bbox=[736, 1314, 790, 1324]
sykes-cough-ad bbox=[561, 42, 686, 387]
advertiser-subtitle: Jeweller, Watchmaker and Engraver, Ship above the time and value, BROADWAY, STRATFORD. bbox=[292, 654, 418, 682]
ad-text: NURSE BENNETT, Inglewood, wishes to notify the public that she has secured the services of a trained hospital nurse (certificated) to assist her bbox=[4, 1490, 131, 1540]
byline: (From Our Own Correspondent.) bbox=[573, 1355, 674, 1365]
news-paragraph: The Carnegie Institute Committee recommended that children under 14 years be admitted to the privileges of the children's section of the library at an annual subscription of 5s (payable half-yearly); that the Council adopt the recommendation of the librarian to set aside a room for the use of children; that, with the exception of reference books, any books be taken out by subscribers; that during the coming winter a series of popular lectures on literary and scientific subjects be arranged. It was also recommended that the Council purchase the two cases of books now on exhibition in the museum, at a cost of £5 each. The report was adopted. bbox=[561, 733, 686, 921]
advertiser-subtitle: FAIRBANKS NURSERIES, STRATFORD. bbox=[696, 1295, 830, 1305]
ad-text: OUR MOTTO IS QUALITY. bbox=[304, 460, 406, 470]
ad-heading: The Little Lords of Creation— bbox=[443, 1565, 541, 1594]
advertiser-name: FITZGERALD'S bbox=[718, 1181, 808, 1196]
